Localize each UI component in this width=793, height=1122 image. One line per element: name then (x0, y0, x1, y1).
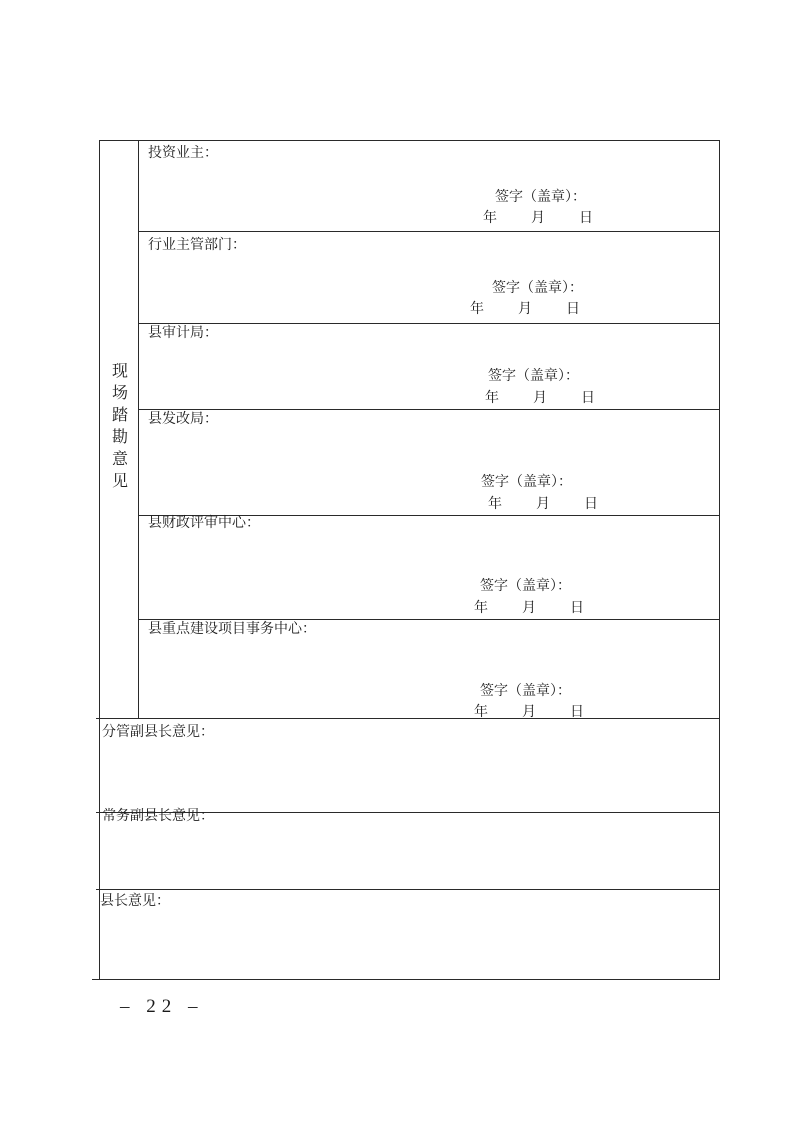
signature-label: 签字（盖章）： (480, 683, 571, 699)
date-year: 年 (474, 600, 488, 616)
row-separator (138, 409, 720, 410)
signature-label: 签字（盖章）： (495, 189, 586, 205)
date-month: 月 (533, 390, 547, 406)
date-year: 年 (470, 301, 484, 317)
date-month: 月 (522, 600, 536, 616)
date-month: 月 (536, 496, 550, 512)
label-column-divider (138, 140, 139, 718)
row-separator (96, 889, 720, 890)
table-bottom-border (92, 979, 720, 980)
row-title-investor: 投资业主： (148, 145, 218, 161)
signature-label: 签字（盖章）： (492, 280, 583, 296)
row-separator (138, 323, 720, 324)
date-day: 日 (581, 390, 595, 406)
page-number: – 22 – (120, 996, 204, 1017)
signature-label: 签字（盖章）： (480, 578, 571, 594)
date-day: 日 (584, 496, 598, 512)
date-month: 月 (518, 301, 532, 317)
date-year: 年 (483, 210, 497, 226)
opinion-title-deputy-county-head: 分管副县长意见： (102, 724, 214, 740)
date-day: 日 (570, 600, 584, 616)
row-separator (96, 718, 720, 719)
opinion-title-county-head: 县长意见： (100, 893, 170, 909)
row-separator (138, 231, 720, 232)
row-title-development-reform-bureau: 县发改局： (148, 411, 218, 427)
row-title-finance-review-center: 县财政评审中心： (148, 515, 260, 531)
row-title-key-project-center: 县重点建设项目事务中心： (148, 621, 316, 637)
date-line (474, 600, 584, 616)
date-day: 日 (570, 704, 584, 720)
date-line (470, 301, 580, 317)
date-year: 年 (488, 496, 502, 512)
date-month: 月 (522, 704, 536, 720)
date-year: 年 (485, 390, 499, 406)
date-line (485, 390, 595, 406)
signature-label: 签字（盖章）： (481, 474, 572, 490)
row-title-industry-department: 行业主管部门： (148, 237, 246, 253)
site-survey-label-text: 现场踏勘意见 (109, 362, 129, 494)
date-line (483, 210, 593, 226)
table-top-border (100, 140, 720, 141)
table-right-border (719, 140, 720, 980)
date-day: 日 (579, 210, 593, 226)
date-year: 年 (474, 704, 488, 720)
date-line (474, 704, 584, 720)
site-survey-section-label (100, 138, 138, 718)
date-line (488, 496, 598, 512)
signature-label: 签字（盖章）： (488, 368, 579, 384)
date-day: 日 (566, 301, 580, 317)
row-title-audit-bureau: 县审计局： (148, 325, 218, 341)
date-month: 月 (531, 210, 545, 226)
opinion-title-executive-deputy-county-head: 常务副县长意见： (102, 808, 214, 824)
